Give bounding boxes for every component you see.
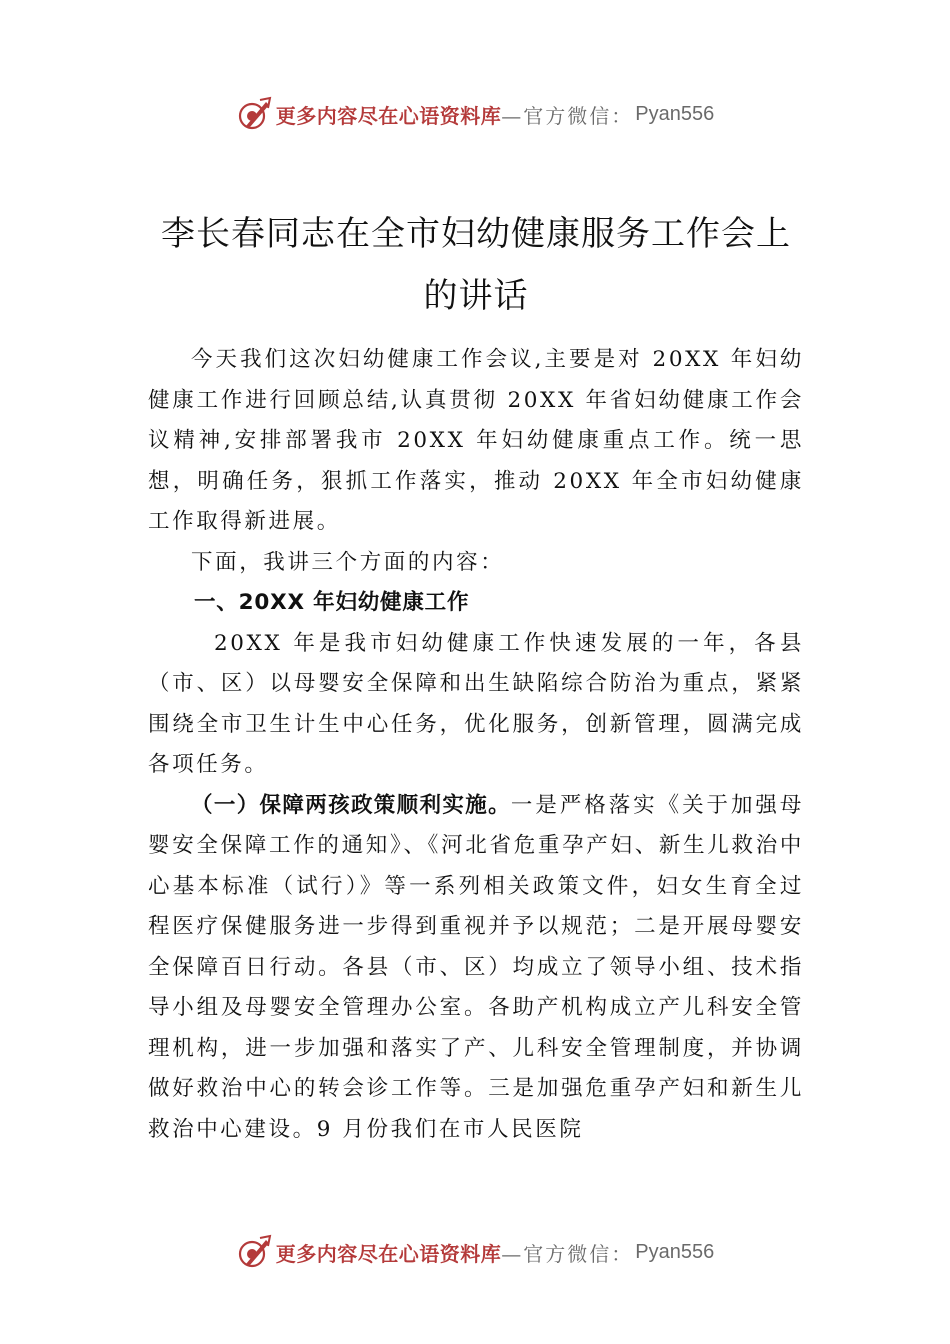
paragraph-intro: 今天我们这次妇幼健康工作会议,主要是对 20XX 年妇幼健康工作进行回顾总结,认真贯彻 20XX 年省妇幼健康工作会议精神,安排部署我市 20XX 年妇幼健康重点工作。统一思想，明确任务，狠抓工作落实，推动 20XX 年全市妇幼健康工作取得新进展。 [148,347,804,534]
watermark-lead: 更多内容尽在心语资料库 [275,103,502,128]
watermark-tail: —官方微信： [501,103,634,128]
page-title: 李长春同志在全市妇幼健康服务工作会上的讲话 [161,213,791,316]
watermark-footer [0,1232,950,1272]
quill-circle-logo [236,1234,272,1270]
subsection-1-text: 一是严格落实《关于加强母婴安全保障工作的通知》、《河北省危重孕产妇、新生儿救治中心基本标准（试行）》等一系列相关政策文件，妇女生育全过程医疗保健服务进一步得到重视并予以规范；二是开展母婴安全保障百日行动。各县（市、区）均成立了领导小组、技术指导小组及母婴安全管理办公室。各助产机构成立产儿科安全管理机构，进一步加强和落实了产、儿科安全管理制度，并协调做好救治中心的转会诊工作等。三是加强危重孕产妇和新生儿救治中心建设。9 月份我们在市人民医院 [148,792,804,1142]
quill-circle-logo [236,96,272,132]
watermark-wechat-id: Pyan556 [635,102,715,125]
subsection-heading-1: （一）保障两孩政策顺利实施。 [191,792,511,818]
paragraph-outline: 下面，我讲三个方面的内容： [191,549,505,575]
watermark-tail: —官方微信： [501,1241,634,1266]
paragraph-summary-text: 20XX 年是我市妇幼健康工作快速发展的一年，各县（市、区）以母婴安全保障和出生缺陷综合防治为重点，紧紧围绕全市卫生计生中心任务，优化服务，创新管理，圆满完成各项任务。 [148,630,804,777]
paragraph-summary [148,624,804,786]
paragraph-subsection-1 [148,786,804,1151]
watermark-lead: 更多内容尽在心语资料库 [275,1241,502,1266]
document-body [148,340,804,1150]
section-heading-1: 一、20XX 年妇幼健康工作 [194,590,470,615]
watermark-header [0,94,950,134]
watermark-wechat-id: Pyan556 [635,1240,715,1263]
